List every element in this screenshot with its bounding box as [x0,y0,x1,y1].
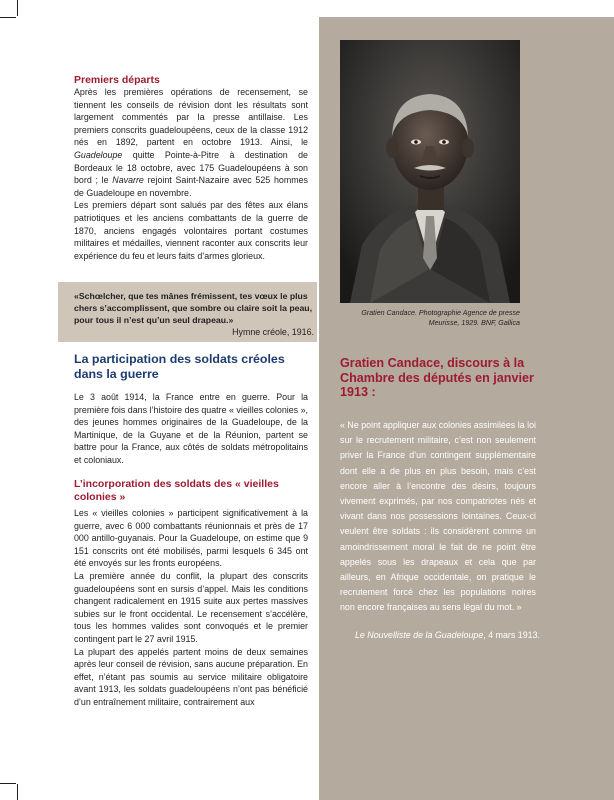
ship-name: Navarre [112,175,144,186]
text-run: quitte Pointe-à-Pitre à destination de Bordeaux le 18 octobre, avec 175 Guadeloupéens à son bord ; le [74,149,308,186]
portrait-illustration [340,40,520,303]
incorporation-p2: La première année du conflit, la plupart des conscrits guadeloupéens sont en sursis d’appel. Mais les conditions changent radicalement en 1915 suite aux pertes massives subies sur le front occidental. Le recensement s’accélère, tous les hommes valides sont convoqués et le premier contingent part le 27 avril 1915. [74,570,308,644]
premiers-departs-body [74,86,308,262]
crop-mark [0,783,16,784]
premiers-departs-p1 [74,86,308,199]
premiers-departs-p2: Les premiers départ sont salués par des fêtes aux élans patriotiques et les anciens combattants de la guerre de 1870, anciens engagés volontaires portant costumes militaires et médailles, viennent raconter aux conscrits leur expérience du feu et leurs faits d’armes glorieux. [74,200,308,261]
photo-caption: Gratien Candace. Photographie Agence de presse Meurisse, 1929. BNF, Gallica [361,309,520,327]
source-paper: Le Nouvelliste de la Guadeloupe [354,630,484,640]
ship-name: Guadeloupe [74,149,123,160]
incorporation-p3: La plupart des appelés partent moins de deux semaines après leur conseil de révision, sans aucune préparation. En effet, n’étant pas soumis au service militaire obligatoire avant 1913, les soldats guadeloupéens n’ont pas bénéficié d’un entraînement militaire, contrairement aux [74,646,308,707]
candace-source [340,630,540,640]
premiers-departs-section [74,74,308,262]
incorporation-p1: Les « vieilles colonies » participent significativement à la guerre, avec 6 000 combattants réunionnais et près de 17 000 antillo-guyanais. Pour la Guadeloupe, on estime que 9 151 conscrits ont été mobilisés, parmi lesquels 6 345 ont été envoyés sur les fronts européens. [74,508,308,569]
candace-quote: « Ne point appliquer aux colonies assimilées la loi sur le recrutement militaire, c’est non seulement priver la France d’un contingent supplémentaire dont elle a de plus en plus besoin, mais c’est encore aller à l’encontre des désirs, toujours vivement exprimés, par nos compatriotes nés et vivant dans nos possessions lointaines. Ceux-ci veulent être soldats : ils considèrent comme un amoindrissement moral le fait de ne point être appelés sous les drapeaux et cela que par ailleurs, en Afrique occidentale, on pratique le recrutement forcé chez les populations noires non encore françaises au sens légal du mot. » [340,420,536,613]
crop-mark [0,17,16,18]
crop-mark [17,784,18,800]
portrait-photo [340,40,520,303]
hymn-quote-text: «Schœlcher, que tes mânes frémissent, tes vœux le plus chers s’accomplissent, que sombre ou claire soit la peau, pour tous il n’est qu’un seul drapeau.» [74,291,313,325]
source-date: , 4 mars 1913. [483,630,540,640]
incorporation-heading: L’incorporation des soldats des « vieilles colonies » [74,478,279,503]
incorporation-section [74,478,308,709]
candace-title: Gratien Candace, discours à la Chambre des députés en janvier 1913 : [340,356,534,399]
incorporation-body [74,507,308,709]
hymn-quote-source: Hymne créole, 1916. [232,327,314,337]
text-run: rejoint Saint-Nazaire avec 525 hommes de Guadeloupe en novembre. [74,175,308,198]
premiers-departs-heading: Premiers départs [74,74,160,86]
participation-body: Le 3 août 1914, la France entre en guerre. Pour la première fois dans l’histoire des quatre « vieilles colonies », des jeunes hommes originaires de la Guadeloupe, de la Martinique, de la Guyane et de la Réunion, partent se battre pour la France, aux côtés de soldats métropolitains et coloniaux. [74,392,308,465]
participation-title: La participation des soldats créoles dans la guerre [74,352,285,381]
text-run: Après les premières opérations de recensement, se tiennent les conseils de révision dont les résultats sont largement commentés par la presse antillaise. Les premiers conscrits guadeloupéens, ceux de la classe 1912 nés en 1892, partent en octobre 1913. Ainsi, le [74,87,308,148]
crop-mark [17,0,18,16]
